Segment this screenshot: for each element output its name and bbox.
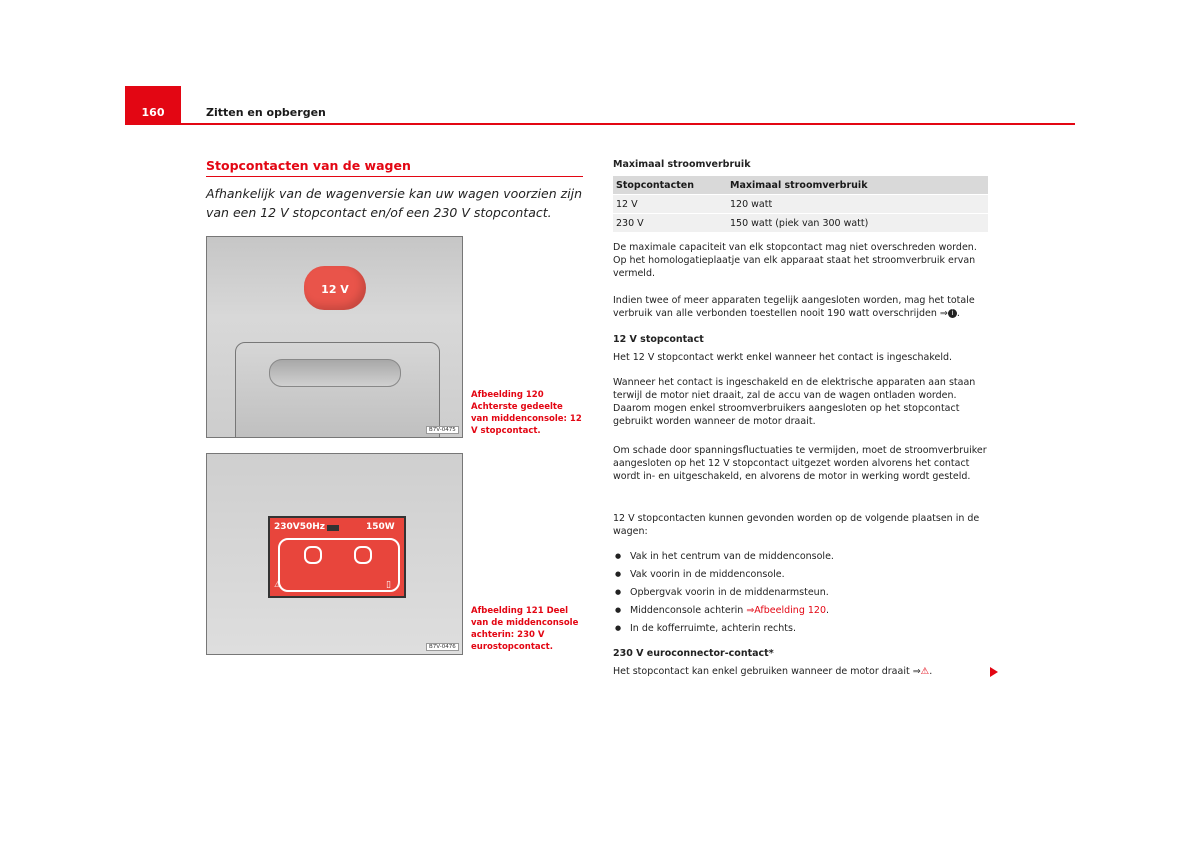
paragraph: Het 12 V stopcontact werkt enkel wanneer het contact is ingeschakeld.: [613, 352, 953, 363]
paragraph: [613, 665, 988, 678]
list-item: ● Vak voorin in de middenconsole.: [613, 568, 988, 586]
figure-121-caption: Afbeelding 121 Deel van de middenconsole achterin: 230 V eurostopcontact.: [471, 606, 579, 652]
panel-handle: [269, 359, 401, 387]
figure-120-image: [206, 236, 463, 438]
console-panel: [235, 342, 440, 438]
euro-socket-plate: [268, 516, 406, 598]
euro-socket-icon: [278, 538, 400, 592]
power-label: 150W: [366, 522, 395, 532]
socket-12v-label: 12 V: [321, 283, 349, 296]
table-cell: 12 V: [613, 195, 727, 214]
section-title-rule: [206, 176, 583, 177]
table-title: Maximaal stroomverbruik: [613, 159, 751, 170]
warning-triangle-icon: ⚠: [274, 580, 283, 590]
paragraph-text: Het stopcontact kan enkel gebruiken wanneer de motor draait ⇒: [613, 666, 921, 677]
table-header-cell: Maximaal stroomverbruik: [727, 176, 988, 195]
socket-location-list: [613, 550, 988, 640]
paragraph-end: .: [929, 666, 933, 677]
socket-pin-hole-icon: [304, 546, 322, 564]
table-row: [613, 214, 988, 233]
figure-code: B7V-0475: [426, 426, 459, 434]
voltage-label: 230V50Hz: [274, 522, 326, 532]
list-item-end: .: [826, 605, 830, 616]
table-cell: 230 V: [613, 214, 727, 233]
notice-icon: i: [948, 309, 957, 318]
figure-code: B7V-0476: [426, 643, 459, 651]
paragraph: De maximale capaciteit van elk stopcontact mag niet overschreden worden. Op het homologatieplaatje van elk apparaat staat het stroomverbruik ervan vermeld.: [613, 242, 977, 279]
list-item: ● In de kofferruimte, achterin rechts.: [613, 622, 988, 640]
header-rule: [125, 123, 1075, 125]
list-item-text: Middenconsole achterin: [630, 605, 747, 616]
table-cell: 120 watt: [727, 195, 988, 214]
subheading-12v: 12 V stopcontact: [613, 334, 704, 345]
list-item: ● Vak in het centrum van de middenconsole.: [613, 550, 988, 568]
continue-arrow-icon[interactable]: [990, 667, 998, 677]
section-title: Stopcontacten van de wagen: [206, 158, 411, 173]
power-table: [613, 176, 988, 232]
paragraph: 12 V stopcontacten kunnen gevonden worden op de volgende plaatsen in de wagen:: [613, 513, 980, 537]
table-header-row: [613, 176, 988, 195]
page-number: 160: [141, 106, 165, 119]
paragraph: Om schade door spanningsfluctuaties te vermijden, moet de stroomverbruiker aangesloten op het 12 V stopcontact uitgezet worden alvorens het contact wordt in- en uitgeschakeld, en alvorens de motor in werking wordt gesteld.: [613, 445, 987, 482]
paragraph-text: Indien twee of meer apparaten tegelijk aangesloten worden, mag het totale verbruik van alle verbonden toestellen nooit 190 watt overschrijden: [613, 295, 975, 319]
indicator-icon: [327, 525, 339, 531]
reference-arrow: ⇒: [939, 308, 948, 319]
table-row: [613, 195, 988, 214]
warning-triangle-icon[interactable]: ⚠: [920, 666, 930, 677]
table-header-cell: Stopcontacten: [613, 176, 727, 195]
subheading-230v: 230 V euroconnector-contact*: [613, 648, 774, 659]
chapter-title: Zitten en opbergen: [206, 106, 326, 119]
list-item: [613, 604, 988, 622]
section-intro: Afhankelijk van de wagenversie kan uw wagen voorzien zijn van een 12 V stopcontact en/of een 230 V stopcontact.: [206, 186, 583, 220]
figure-120-caption: Afbeelding 120 Achterste gedeelte van middenconsole: 12 V stopcontact.: [471, 390, 582, 436]
list-item: ● Opbergvak voorin in de middenarmsteun.: [613, 586, 988, 604]
table-cell: 150 watt (piek van 300 watt): [727, 214, 988, 233]
paragraph: Wanneer het contact is ingeschakeld en de elektrische apparaten aan staan terwijl de motor niet draait, zal de accu van de wagen ontladen worden. Daarom mogen enkel stroomverbruikers aangesloten op het stopcontact gebruikt worden wanneer de motor draait.: [613, 377, 976, 427]
manual-book-icon: ▯: [386, 580, 391, 590]
paragraph: Indien twee of meer apparaten tegelijk aangesloten worden, mag het totale verbruik van alle verbonden toestellen nooit 190 watt overschrijden ⇒ i .: [613, 295, 975, 319]
socket-pin-hole-icon: [354, 546, 372, 564]
figure-120-link[interactable]: ⇒Afbeelding 120: [746, 605, 827, 616]
figure-121-image: [206, 453, 463, 655]
